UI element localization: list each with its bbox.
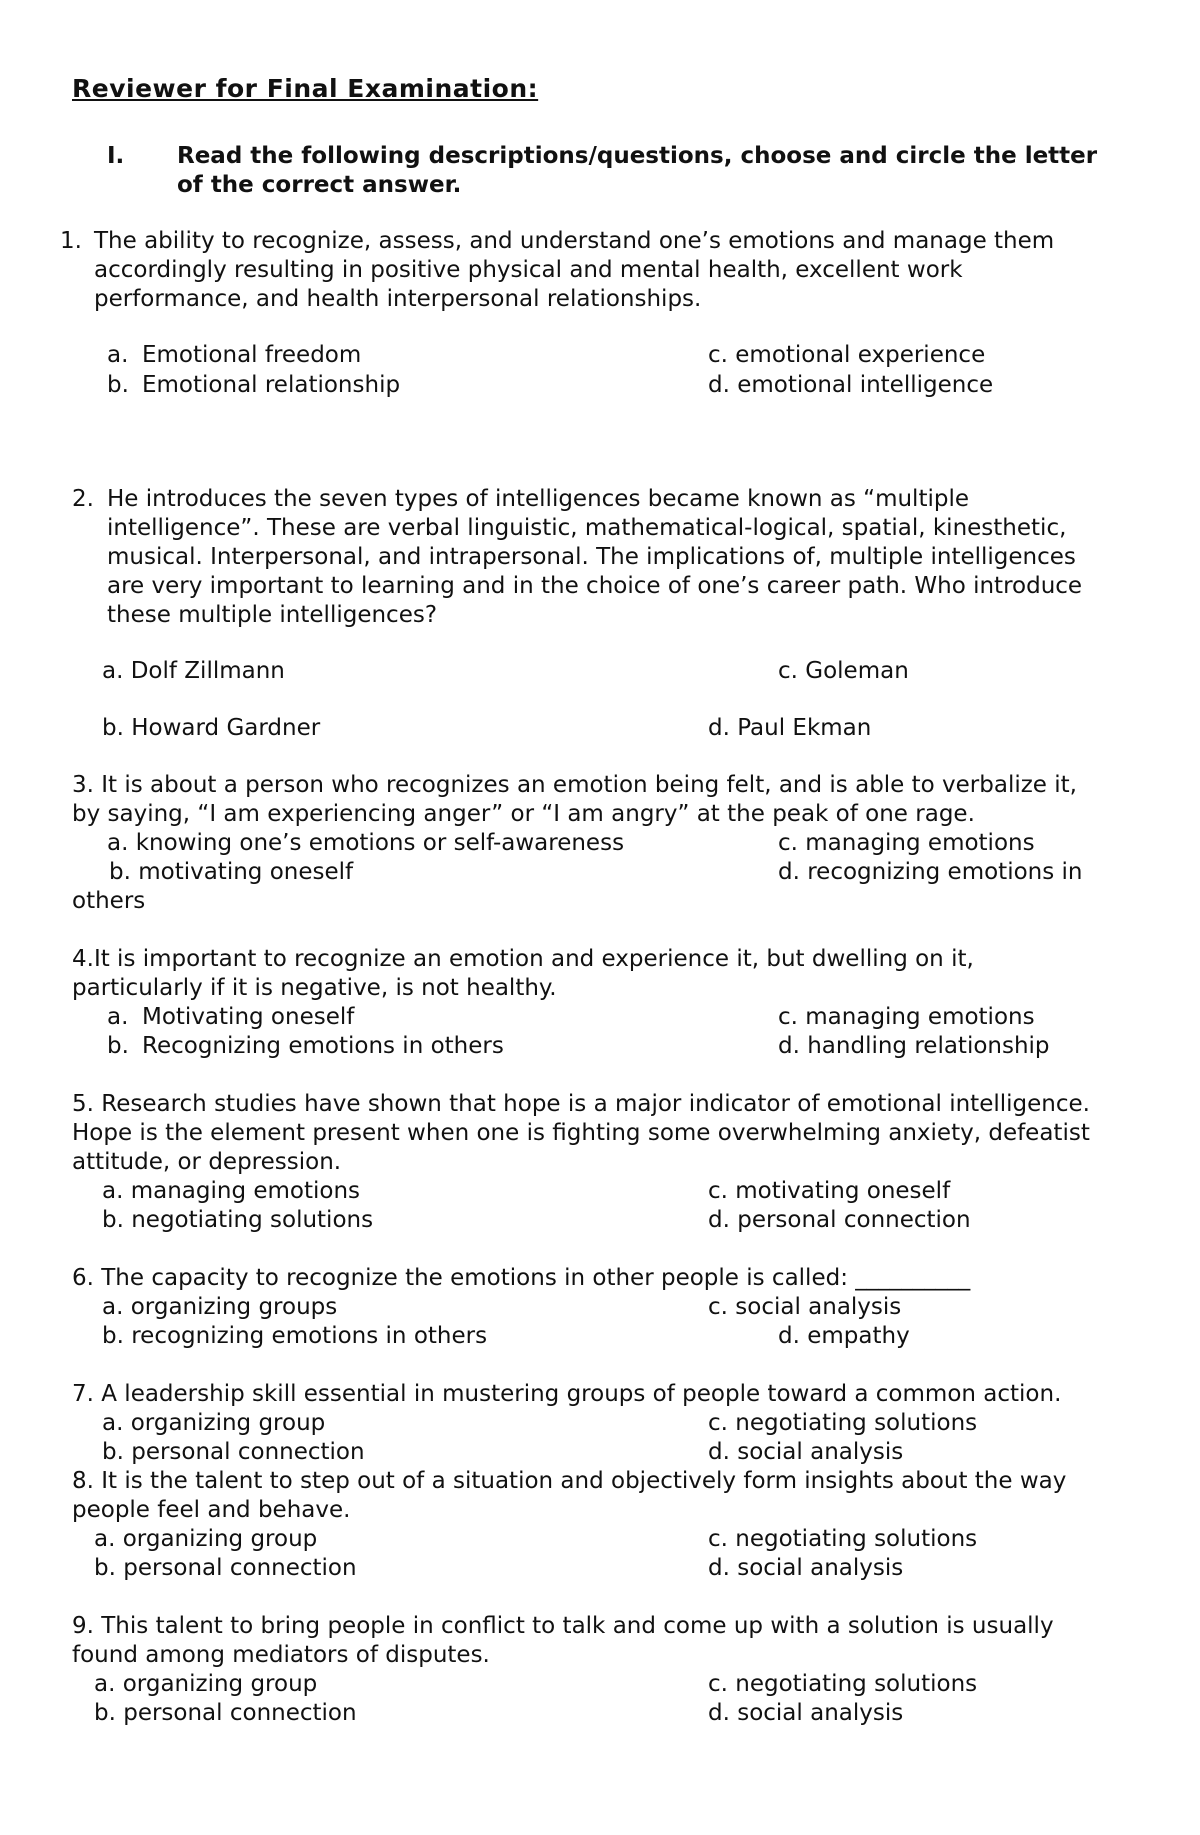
q9-option-a: a. organizing group [94, 1671, 318, 1697]
q4-option-a: Motivating oneself [142, 1004, 355, 1030]
q5-line-2: Hope is the element present when one is fighting some overwhelming anxiety, defeatist [72, 1120, 1090, 1146]
q7-line-1: 7. A leadership skill essential in mustering groups of people toward a common action. [72, 1381, 1062, 1407]
q6-option-a: a. organizing groups [102, 1294, 338, 1320]
q7-option-d: d. social analysis [708, 1439, 904, 1465]
q1-number: 1. [60, 228, 82, 254]
q2-option-d: d. Paul Ekman [708, 715, 872, 741]
q8-option-c: c. negotiating solutions [708, 1526, 978, 1552]
q3-option-c: c. managing emotions [778, 830, 1035, 856]
q1-option-b-marker: b. [107, 372, 129, 398]
q3-line-1: 3. It is about a person who recognizes an emotion being felt, and is able to verbalize it, [72, 772, 1077, 798]
instruction-line-1: Read the following descriptions/questions, choose and circle the letter [177, 143, 1098, 169]
q3-option-a: a. knowing one’s emotions or self-awareness [107, 830, 625, 856]
q9-option-b: b. personal connection [94, 1700, 357, 1726]
q7-option-c: c. negotiating solutions [708, 1410, 978, 1436]
q1-option-c: c. emotional experience [708, 342, 986, 368]
q2-line-3: musical. Interpersonal, and intrapersonal. The implications of, multiple intelligences [107, 544, 1076, 570]
q1-line-3: performance, and health interpersonal relationships. [94, 286, 702, 312]
q9-line-2: found among mediators of disputes. [72, 1642, 490, 1668]
q4-option-b-marker: b. [107, 1033, 129, 1059]
q6-line-1: 6. The capacity to recognize the emotions in other people is called: __________ [72, 1265, 971, 1291]
q5-line-1: 5. Research studies have shown that hope is a major indicator of emotional intelligence. [72, 1091, 1090, 1117]
q3-option-d-continued: others [72, 888, 146, 914]
q7-option-b: b. personal connection [102, 1439, 365, 1465]
q3-option-b: b. motivating oneself [109, 859, 354, 885]
page-title: Reviewer for Final Examination: [72, 74, 539, 103]
q6-option-b: b. recognizing emotions in others [102, 1323, 488, 1349]
q3-option-d: d. recognizing emotions in [778, 859, 1083, 885]
q1-line-1: The ability to recognize, assess, and understand one’s emotions and manage them [94, 228, 1055, 254]
q9-option-d: d. social analysis [708, 1700, 904, 1726]
q1-line-2: accordingly resulting in positive physical and mental health, excellent work [94, 257, 963, 283]
q4-line-1: 4.It is important to recognize an emotion and experience it, but dwelling on it, [72, 946, 974, 972]
q8-line-2: people feel and behave. [72, 1497, 351, 1523]
q2-number: 2. [72, 486, 94, 512]
q8-option-a: a. organizing group [94, 1526, 318, 1552]
q4-option-b: Recognizing emotions in others [142, 1033, 504, 1059]
instruction-numeral: I. [107, 143, 125, 169]
q2-line-2: intelligence”. These are verbal linguistic, mathematical-logical, spatial, kinesthetic, [107, 515, 1067, 541]
q2-option-b: b. Howard Gardner [102, 715, 321, 741]
q9-option-c: c. negotiating solutions [708, 1671, 978, 1697]
q2-option-a: a. Dolf Zillmann [102, 658, 285, 684]
q5-option-d: d. personal connection [708, 1207, 971, 1233]
q7-option-a: a. organizing group [102, 1410, 326, 1436]
q4-option-a-marker: a. [107, 1004, 129, 1030]
q5-option-a: a. managing emotions [102, 1178, 361, 1204]
q1-option-b: Emotional relationship [142, 372, 401, 398]
q3-line-2: by saying, “I am experiencing anger” or “I am angry” at the peak of one rage. [72, 801, 975, 827]
q4-line-2: particularly if it is negative, is not healthy. [72, 975, 557, 1001]
q5-line-3: attitude, or depression. [72, 1149, 342, 1175]
q1-option-d: d. emotional intelligence [708, 372, 994, 398]
q5-option-c: c. motivating oneself [708, 1178, 951, 1204]
q8-line-1: 8. It is the talent to step out of a situation and objectively form insights about the way [72, 1468, 1067, 1494]
q4-option-d: d. handling relationship [778, 1033, 1050, 1059]
q6-option-d: d. empathy [778, 1323, 910, 1349]
q1-option-a-marker: a. [107, 342, 129, 368]
q6-option-c: c. social analysis [708, 1294, 902, 1320]
q5-option-b: b. negotiating solutions [102, 1207, 374, 1233]
q8-option-d: d. social analysis [708, 1555, 904, 1581]
q2-line-4: are very important to learning and in the choice of one’s career path. Who introduce [107, 573, 1083, 599]
q1-option-a: Emotional freedom [142, 342, 362, 368]
q2-option-c: c. Goleman [778, 658, 909, 684]
instruction-line-2: of the correct answer. [177, 172, 462, 198]
q8-option-b: b. personal connection [94, 1555, 357, 1581]
q4-option-c: c. managing emotions [778, 1004, 1035, 1030]
q2-line-1: He introduces the seven types of intelligences became known as “multiple [107, 486, 969, 512]
q9-line-1: 9. This talent to bring people in conflict to talk and come up with a solution is usually [72, 1613, 1054, 1639]
q2-line-5: these multiple intelligences? [107, 602, 438, 628]
